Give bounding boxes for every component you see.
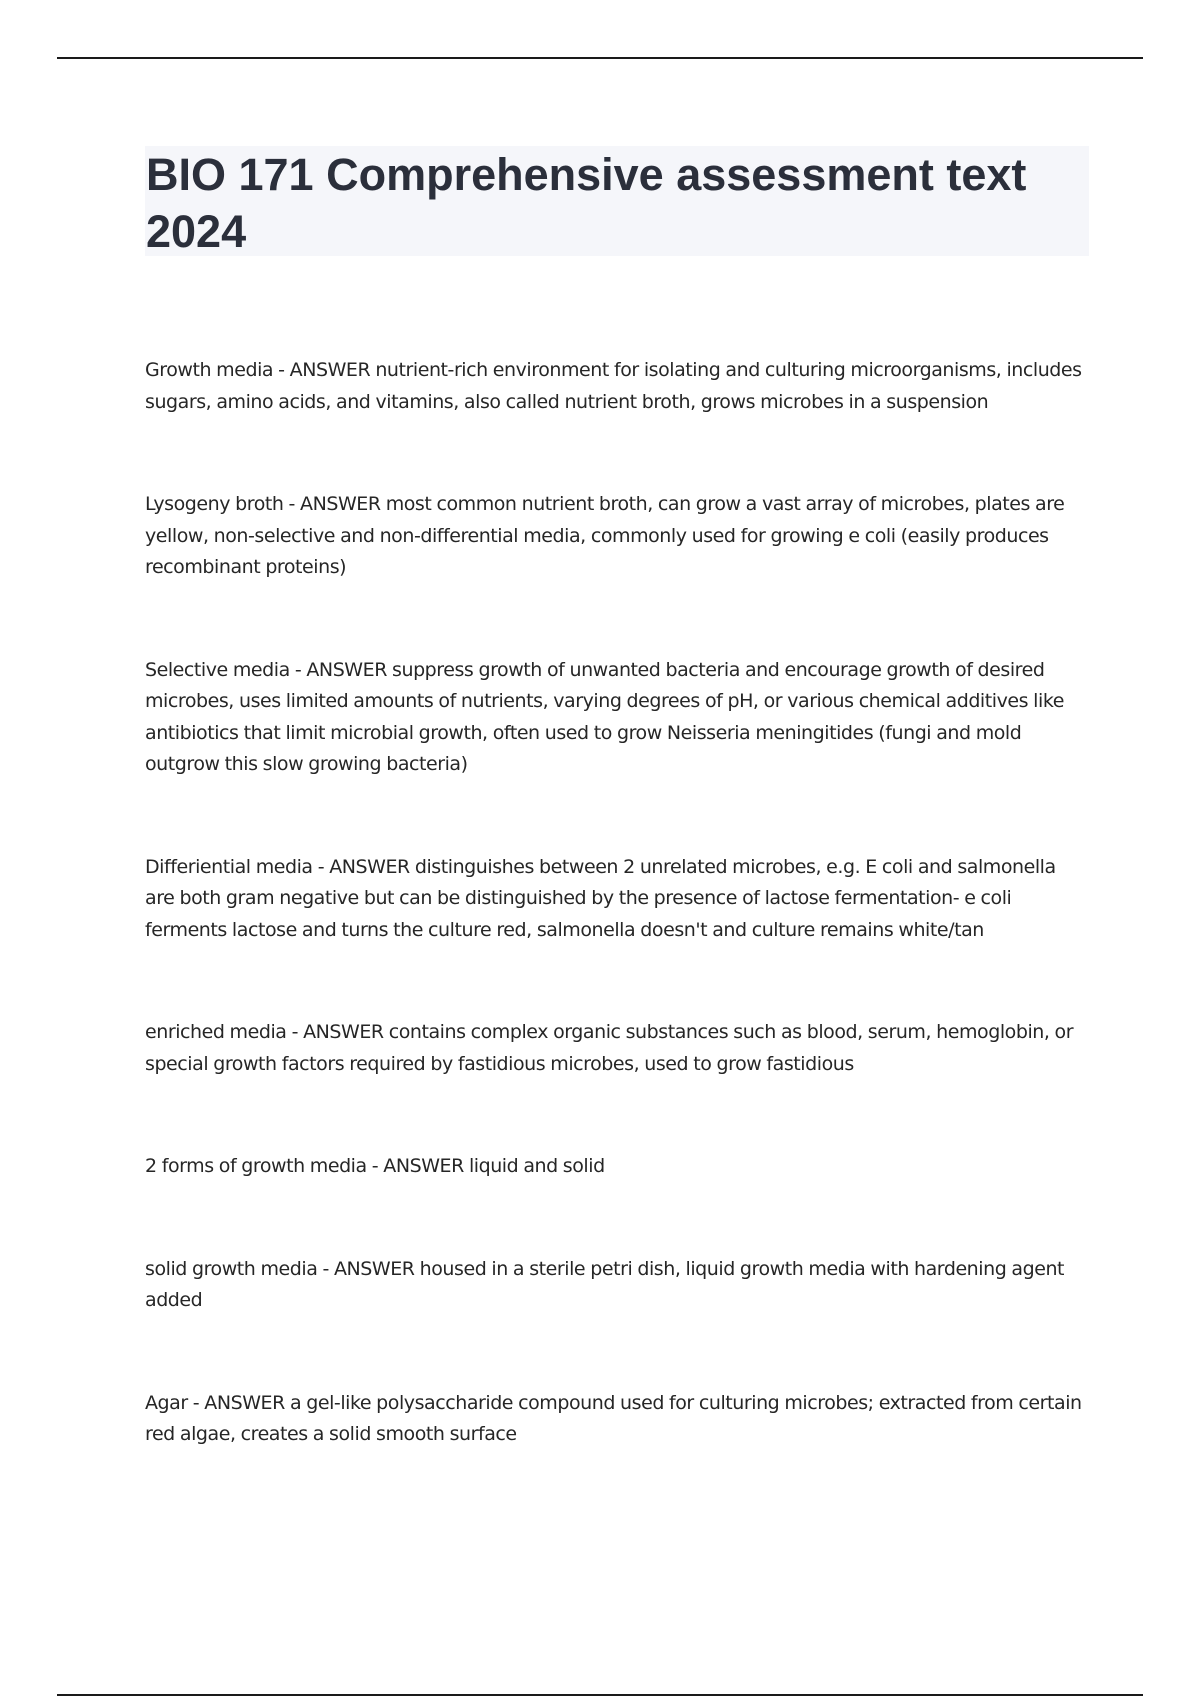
qa-entry-selective-media: Selective media - ANSWER suppress growth of unwanted bacteria and encourage growth of desired microbes, uses limited amounts of nutrients, varying degrees of pH, or various chemical additives like antibiotics that limit microbial growth, often used to grow Neisseria meningitides (fungi and mold outgrow this slow growing bacteria) xyxy=(145,658,1064,775)
qa-entry-forms-of-growth-media: 2 forms of growth media - ANSWER liquid and solid xyxy=(145,1155,605,1177)
qa-entry-solid-growth-media: solid growth media - ANSWER housed in a sterile petri dish, liquid growth media with hardening agent added xyxy=(145,1257,1065,1311)
qa-entry-differential-media: Differiential media - ANSWER distinguishes between 2 unrelated microbes, e.g. E coli and salmonella are both gram negative but can be distinguished by the presence of lactose fermentation- e coli ferments lactose and turns the culture red, salmonella doesn't and culture remains white/tan xyxy=(145,855,1056,941)
header-rule xyxy=(57,57,1143,59)
qa-entry-growth-media: Growth media - ANSWER nutrient-rich environment for isolating and culturing microorganisms, includes sugars, amino acids, and vitamins, also called nutrient broth, grows microbes in a suspension xyxy=(145,359,1082,413)
qa-entry-agar: Agar - ANSWER a gel-like polysaccharide compound used for culturing microbes; extracted from certain red algae, creates a solid smooth surface xyxy=(145,1391,1082,1445)
title-block xyxy=(145,146,1089,256)
footer-rule xyxy=(57,1694,1143,1696)
qa-entry-enriched-media: enriched media - ANSWER contains complex organic substances such as blood, serum, hemoglobin, or special growth factors required by fastidious microbes, used to grow fastidious xyxy=(145,1021,1074,1075)
qa-entry-lysogeny-broth: Lysogeny broth - ANSWER most common nutrient broth, can grow a vast array of microbes, plates are yellow, non-selective and non-differential media, commonly used for growing e coli (easily produces recombinant proteins) xyxy=(145,493,1065,578)
document-title: BIO 171 Comprehensive assessment text 2024 xyxy=(146,149,1027,257)
qa-list xyxy=(145,355,1090,1451)
